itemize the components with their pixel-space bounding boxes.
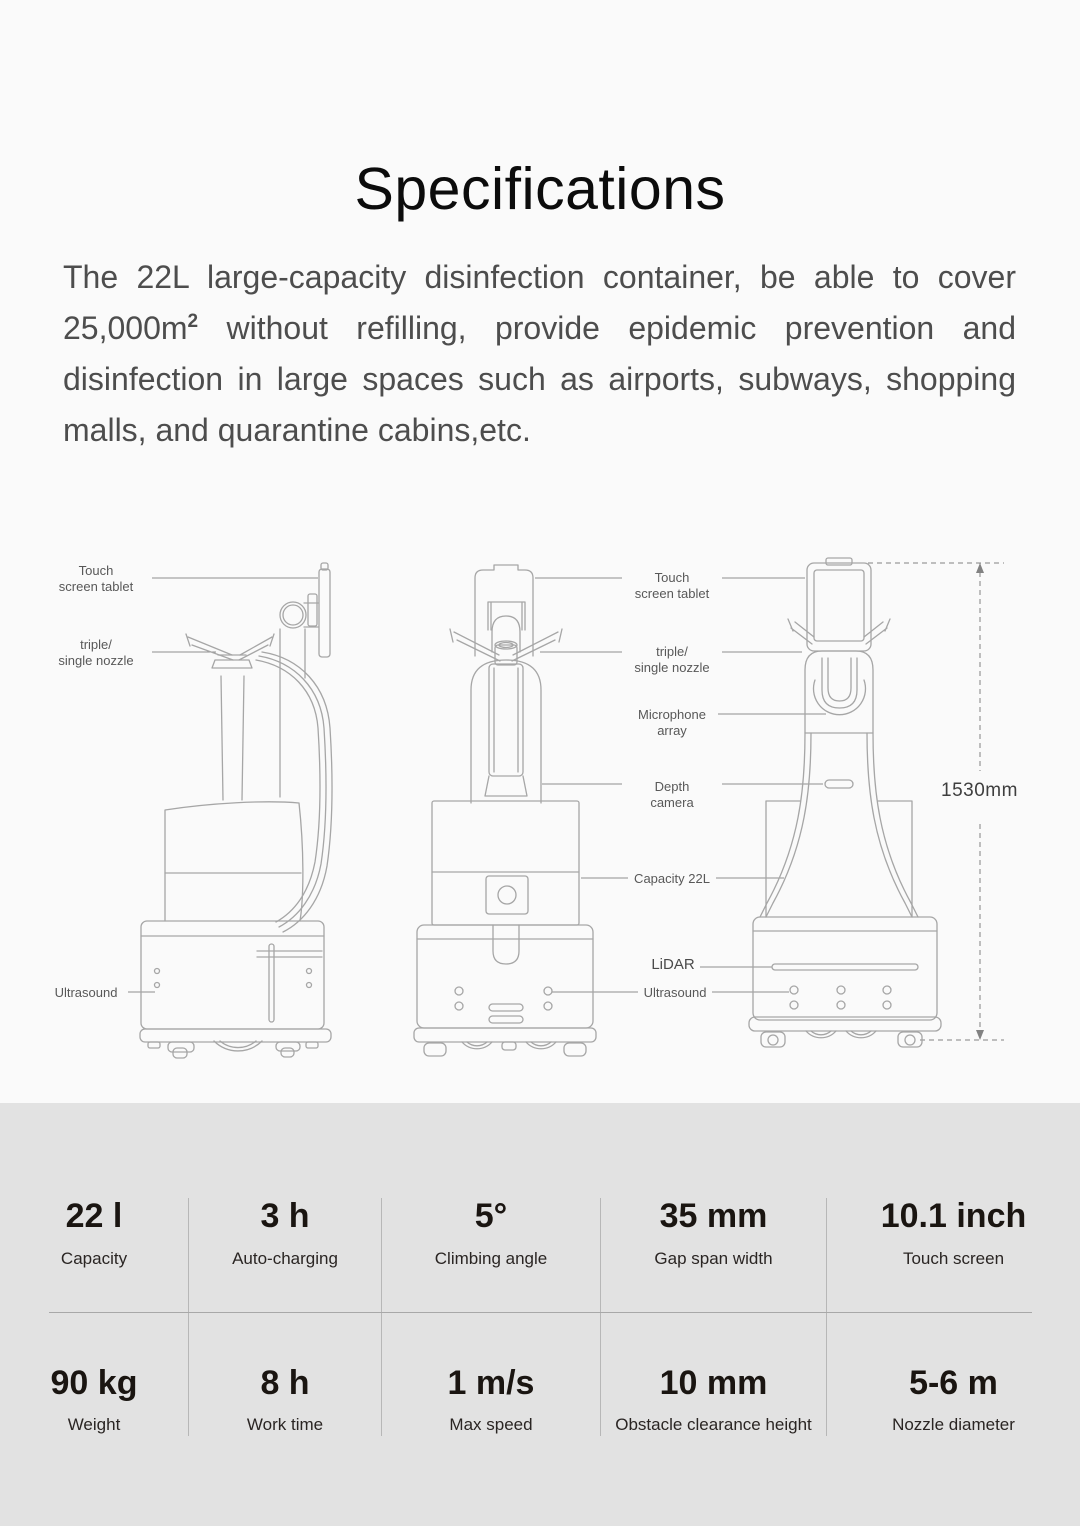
label-nozzle-left <box>58 637 133 669</box>
spec-cell-touch-screen <box>827 1198 1080 1312</box>
spec-value: 35 mm <box>659 1197 768 1235</box>
spec-label: Auto-charging <box>232 1249 338 1268</box>
intro-paragraph <box>63 252 1016 456</box>
leader-lines <box>128 578 826 992</box>
intro-text-before: The 22L large-capacity disinfection container, be able to cover 25,000m <box>63 259 1016 346</box>
spec-row-1 <box>0 1198 1080 1312</box>
spec-cell-obstacle-clearance <box>601 1312 827 1436</box>
spec-cell-gap-span-width <box>601 1198 827 1312</box>
label-line: Ultrasound <box>54 985 118 1000</box>
label-line: single nozzle <box>58 653 134 668</box>
spec-label: Work time <box>246 1415 324 1434</box>
spec-row-2 <box>0 1312 1080 1436</box>
label-line: Depth <box>654 779 690 794</box>
spec-label: Weight <box>67 1415 121 1434</box>
spec-cell-capacity <box>0 1198 189 1312</box>
label-touch-screen-tablet-left <box>59 563 133 595</box>
spec-value: 5-6 m <box>909 1364 998 1402</box>
label-line: Touch <box>654 570 690 585</box>
spec-label: Capacity <box>60 1249 128 1268</box>
spec-label: Climbing angle <box>434 1249 548 1268</box>
height-dimension-label: 1530mm <box>941 780 1018 801</box>
label-line: LiDAR <box>651 956 695 973</box>
spec-cell-climbing-angle <box>382 1198 601 1312</box>
spec-cell-work-time <box>189 1312 382 1436</box>
spec-value: 90 kg <box>50 1364 138 1402</box>
spec-value: 10 mm <box>659 1364 768 1402</box>
intro-text-after: without refilling, provide epidemic prevention and disinfection in large spaces such as airports, subways, shopping malls, and quarantine cabins,etc. <box>63 310 1016 448</box>
label-line: triple/ <box>80 637 112 652</box>
spec-cell-weight <box>0 1312 189 1436</box>
label-line: array <box>657 723 687 738</box>
spec-value: 1 m/s <box>447 1364 535 1402</box>
spec-row-divider <box>49 1312 1032 1313</box>
label-capacity-22l <box>634 871 710 887</box>
label-line: single nozzle <box>634 660 710 675</box>
spec-label: Max speed <box>449 1415 533 1434</box>
label-line: screen tablet <box>634 586 710 601</box>
spec-table <box>0 1198 1080 1436</box>
label-lidar <box>651 955 694 974</box>
label-line: camera <box>650 795 694 810</box>
label-line: Touch <box>78 563 114 578</box>
label-line: Ultrasound <box>643 985 707 1000</box>
spec-value: 22 l <box>65 1197 123 1235</box>
spec-label: Nozzle diameter <box>892 1415 1015 1434</box>
spec-label: Obstacle clearance height <box>615 1415 812 1434</box>
spec-cell-nozzle-diameter <box>827 1312 1080 1436</box>
spec-value: 10.1 inch <box>880 1197 1027 1235</box>
label-line: triple/ <box>656 644 688 659</box>
robot-back-view <box>749 558 941 1047</box>
label-microphone-array <box>638 707 706 739</box>
label-nozzle-center <box>634 644 709 676</box>
spec-value: 8 h <box>260 1364 310 1402</box>
label-ultrasound-left <box>55 985 118 1001</box>
spec-cell-max-speed <box>382 1312 601 1436</box>
superscript-2: 2 <box>187 311 199 332</box>
spec-value: 5° <box>474 1197 508 1235</box>
label-depth-camera <box>650 779 693 811</box>
spec-label: Touch screen <box>902 1249 1005 1268</box>
label-line: Capacity 22L <box>634 871 710 886</box>
robot-side-view <box>140 563 332 1058</box>
robot-front-view <box>414 565 596 1056</box>
spec-value: 3 h <box>260 1197 310 1235</box>
spec-label: Gap span width <box>654 1249 773 1268</box>
label-line: screen tablet <box>58 579 134 594</box>
label-touch-screen-tablet-center <box>635 570 709 602</box>
label-line: Microphone <box>638 707 706 722</box>
page-title: Specifications <box>354 155 726 222</box>
label-ultrasound-center <box>644 985 707 1001</box>
spec-cell-auto-charging <box>189 1198 382 1312</box>
